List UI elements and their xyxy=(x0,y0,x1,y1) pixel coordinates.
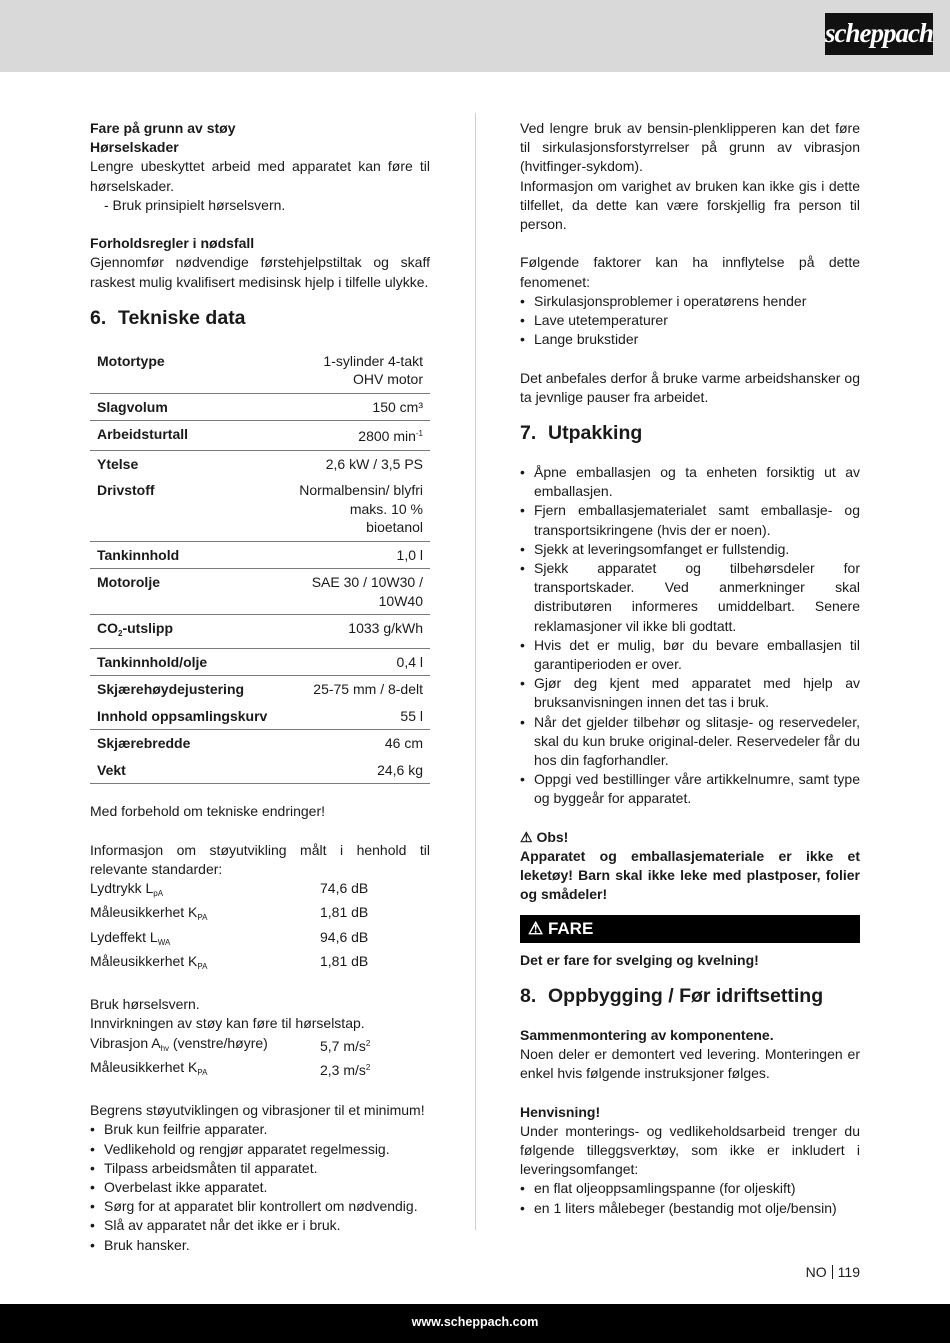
vibration-value-superscript: 2 xyxy=(365,1062,371,1072)
spec-key-text: Skjærebredde xyxy=(97,735,191,752)
section-title: Utpakking xyxy=(548,422,643,445)
spec-value xyxy=(286,615,430,649)
spec-key xyxy=(90,676,286,703)
noise-label-text: Måleusikkerhet K xyxy=(90,952,198,969)
vibration-value-superscript: 2 xyxy=(365,1038,371,1048)
vibration-values xyxy=(90,1034,430,1082)
tool-list-item: • en flat oljeoppsamlingspanne (for oljeskift) xyxy=(520,1179,860,1198)
spec-value-text: 2800 min xyxy=(358,428,416,445)
limit-list xyxy=(90,1120,430,1254)
website-link[interactable]: www.scheppach.com xyxy=(411,1315,539,1329)
spec-value xyxy=(286,569,430,615)
column-divider xyxy=(475,113,476,1230)
spec-key xyxy=(90,703,286,730)
section-8-heading xyxy=(520,984,860,1008)
section-7-heading xyxy=(520,421,860,445)
spec-value xyxy=(286,348,430,394)
vibration-label-subscript: PA xyxy=(197,1067,208,1077)
unpack-list-item: • Oppgi ved bestillinger våre artikkelnumre, samt type og byggeår for apparatet. xyxy=(520,770,860,808)
spec-row xyxy=(90,676,430,703)
factor-list-item: • Sirkulasjonsproblemer i operatørens hender xyxy=(520,292,860,311)
tool-list xyxy=(520,1179,860,1217)
noise-value-label xyxy=(90,903,320,927)
spec-value-text: 150 cm³ xyxy=(372,398,423,415)
section-title: Tekniske data xyxy=(118,306,246,329)
spec-value-text: 25-75 mm / 8-delt xyxy=(313,681,423,698)
noise-values xyxy=(90,879,430,976)
spec-row xyxy=(90,569,430,615)
noise-value-label xyxy=(90,928,320,952)
emergency-title: Forholdsregler i nødsfall xyxy=(90,235,255,252)
noise-label-subscript: WA xyxy=(157,937,171,947)
spec-table xyxy=(90,348,430,785)
spec-value xyxy=(286,703,430,730)
spec-key-suffix: -utslipp xyxy=(122,620,173,637)
spec-key-text: Innhold oppsamlingskurv xyxy=(97,707,268,724)
page-separator xyxy=(832,1265,833,1279)
noise-value-label xyxy=(90,952,320,976)
note-text: Under monterings- og vedlikeholdsarbeid trenger du følgende tilleggsverktøy, som ikke er inkludert i leveringsomfanget: xyxy=(520,1122,860,1178)
noise-value-row xyxy=(90,952,430,976)
vibration-value-text: 2,3 m/s xyxy=(320,1061,366,1078)
spec-value xyxy=(286,541,430,569)
spec-key xyxy=(90,730,286,757)
spec-key-text: Vekt xyxy=(97,761,126,778)
unpack-list-item: • Sjekk at leveringsomfanget er fullstendig. xyxy=(520,540,860,559)
unpack-list-item: • Fjern emballasjematerialet samt emballasje- og transportsikringene (hvis der er noen). xyxy=(520,501,860,539)
vibration-value-label xyxy=(90,1058,320,1082)
limit-text: Begrens støyutviklingen og vibrasjoner til et minimum! xyxy=(90,1102,425,1119)
spec-value xyxy=(286,421,430,451)
spec-key-subscript: 2 xyxy=(118,629,123,639)
spec-row xyxy=(90,450,430,477)
spec-key xyxy=(90,393,286,421)
noise-label-subscript: pA xyxy=(153,889,164,899)
spec-key xyxy=(90,477,286,541)
vibration-paragraph-2: Informasjon om varighet av bruken kan ikke gis i dette tilfellet, da dette kan være forskjellig fra person til person. xyxy=(520,177,860,233)
noise-value: 1,81 dB xyxy=(320,904,369,921)
limit-list-item: • Bruk hansker. xyxy=(90,1236,430,1255)
noise-value-label xyxy=(90,879,320,903)
obs-text: Apparatet og emballasjemateriale er ikke et leketøy! Barn skal ikke leke med plastposer, folier og smådeler! xyxy=(520,848,860,903)
spec-value-text: SAE 30 / 10W30 / 10W40 xyxy=(311,574,423,609)
spec-value-text: 1033 g/kWh xyxy=(348,620,423,637)
spec-row xyxy=(90,393,430,421)
spec-value xyxy=(286,648,430,676)
noise-item: - Bruk prinsipielt hørselsvern. xyxy=(104,196,286,213)
noise-label-text: Lydeffekt L xyxy=(90,928,158,945)
spec-key xyxy=(90,648,286,676)
page-number-value: 119 xyxy=(837,1264,860,1280)
spec-row xyxy=(90,348,430,394)
unpack-list-item: • Når det gjelder tilbehør og slitasje- og reservedeler, skal du kun bruke original-deler. Reservedeler får du hos din fagforhandler. xyxy=(520,713,860,771)
factors-text: Følgende faktorer kan ha innflytelse på dette fenomenet: xyxy=(520,254,860,290)
noise-value-row xyxy=(90,903,430,927)
unpack-list-item: • Gjør deg kjent med apparatet med hjelp av bruksanvisningen innen det tas i bruk. xyxy=(520,674,860,712)
spec-value-text: 0,4 l xyxy=(396,653,423,670)
limit-list-item: • Vedlikehold og rengjør apparatet regelmessig. xyxy=(90,1140,430,1159)
spec-row xyxy=(90,648,430,676)
page-number xyxy=(790,1264,860,1280)
spec-row xyxy=(90,541,430,569)
spec-key xyxy=(90,615,286,649)
factor-list-item: • Lange brukstider xyxy=(520,330,860,349)
spec-value xyxy=(286,730,430,757)
spec-key xyxy=(90,569,286,615)
vibration-label-suffix: (venstre/høyre) xyxy=(169,1034,268,1051)
spec-value-text: 2,6 kW / 3,5 PS xyxy=(325,455,423,472)
section-number: 8. xyxy=(520,984,537,1007)
vibration-label-text: Vibrasjon A xyxy=(90,1034,161,1051)
unpack-list-item: • Åpne emballasjen og ta enheten forsiktig ut av emballasjen. xyxy=(520,463,860,501)
note-title: Henvisning! xyxy=(520,1103,601,1120)
section-number: 7. xyxy=(520,422,537,445)
spec-row xyxy=(90,615,430,649)
section-6-heading xyxy=(90,306,430,330)
spec-key-text: Ytelse xyxy=(97,455,139,472)
factor-list-item: • Lave utetemperaturer xyxy=(520,311,860,330)
spec-value xyxy=(286,676,430,703)
spec-value-text: Normalbensin/ blyfri maks. 10 % bioetanol xyxy=(299,482,423,536)
limit-list-item: • Tilpass arbeidsmåten til apparatet. xyxy=(90,1159,430,1178)
spec-value-text: 55 l xyxy=(400,707,423,724)
vibration-label-subscript: hv xyxy=(160,1043,170,1053)
noise-label-subscript: PA xyxy=(197,961,208,971)
noise-label-text: Lydtrykk L xyxy=(90,880,154,897)
spec-key xyxy=(90,541,286,569)
unpack-list-item: • Hvis det er mulig, bør du bevare emballasjen til garantiperioden er over. xyxy=(520,636,860,674)
spec-key-text: Drivstoff xyxy=(97,482,155,499)
noise-text: Lengre ubeskyttet arbeid med apparatet kan føre til hørselskader. xyxy=(90,158,430,194)
vibration-value-label xyxy=(90,1034,320,1058)
noise-value: 1,81 dB xyxy=(320,952,369,969)
factor-list xyxy=(520,292,860,350)
spec-value xyxy=(286,450,430,477)
assembly-text: Noen deler er demontert ved levering. Monteringen er enkel hvis følgende instruksjoner følges. xyxy=(520,1046,860,1082)
spec-value xyxy=(286,393,430,421)
noise-label-text: Måleusikkerhet K xyxy=(90,904,198,921)
vibration-label-text: Måleusikkerhet K xyxy=(90,1058,198,1075)
recommendation: Det anbefales derfor å bruke varme arbeidshansker og ta jevnlige pauser fra arbeidet. xyxy=(520,369,860,405)
vibration-value-row xyxy=(90,1058,430,1082)
spec-value-text: 1-sylinder 4-takt OHV motor xyxy=(323,352,423,388)
assembly-title: Sammenmontering av komponentene. xyxy=(520,1026,774,1043)
right-column xyxy=(520,119,860,1218)
obs-title: ⚠ Obs! xyxy=(520,828,569,845)
noise-value-row xyxy=(90,879,430,903)
emergency-text: Gjennomfør nødvendige førstehjelpstiltak og skaff raskest mulig kvalifisert medisinsk hjelp i tilfelle ulykke. xyxy=(90,254,430,290)
spec-row xyxy=(90,757,430,784)
spec-key-text: Tankinnhold/olje xyxy=(97,653,208,670)
spec-key-text: Skjærehøydejustering xyxy=(97,681,245,698)
unpack-list-item: • Sjekk apparatet og tilbehørsdeler for transportskader. Ved anmerkninger skal distributøren informeres umiddelbart. Senere reklamasjoner vil ikke bli godtatt. xyxy=(520,559,860,636)
noise-value: 74,6 dB xyxy=(320,880,369,897)
section-title: Oppbygging / Før idriftsetting xyxy=(548,984,824,1007)
spec-key xyxy=(90,757,286,784)
limit-list-item: • Sørg for at apparatet blir kontrollert om nødvendig. xyxy=(90,1197,430,1216)
reservation-note: Med forbehold om tekniske endringer! xyxy=(90,803,326,820)
vibration-value xyxy=(320,1034,370,1058)
spec-value xyxy=(286,477,430,541)
noise-value-row xyxy=(90,928,430,952)
noise-label-subscript: PA xyxy=(197,913,208,923)
spec-key-text: CO xyxy=(97,620,118,637)
spec-key xyxy=(90,348,286,394)
hearing-loss: Innvirkningen av støy kan føre til hørselstap. xyxy=(90,1015,365,1032)
vibration-paragraph-1: Ved lengre bruk av bensin-plenklipperen kan det føre til sirkulasjonsforstyrrelser på grunn av vibrasjon (hvitfinger-sykdom). xyxy=(520,120,860,175)
spec-key-text: Arbeidsturtall xyxy=(97,426,189,443)
danger-text: Det er fare for svelging og kvelning! xyxy=(520,951,759,968)
spec-row xyxy=(90,730,430,757)
spec-value-text: 1,0 l xyxy=(396,546,423,563)
page-language: NO xyxy=(805,1264,827,1280)
footer-bar xyxy=(0,1304,950,1343)
unpack-list xyxy=(520,463,860,809)
tool-list-item: • en 1 liters målebeger (bestandig mot olje/bensin) xyxy=(520,1199,860,1218)
spec-key-text: Motortype xyxy=(97,352,165,369)
spec-value xyxy=(286,757,430,784)
spec-key-text: Tankinnhold xyxy=(97,546,180,563)
vibration-value xyxy=(320,1058,370,1082)
brand-logo: scheppach xyxy=(825,13,933,55)
limit-list-item: • Bruk kun feilfrie apparater. xyxy=(90,1120,430,1139)
noise-title: Fare på grunn av støy xyxy=(90,120,236,136)
noise-subtitle: Hørselskader xyxy=(90,139,179,156)
spec-key xyxy=(90,450,286,477)
section-number: 6. xyxy=(90,306,107,329)
spec-row xyxy=(90,703,430,730)
limit-list-item: • Overbelast ikke apparatet. xyxy=(90,1178,430,1197)
spec-row xyxy=(90,421,430,451)
spec-row xyxy=(90,477,430,541)
spec-value-text: 24,6 kg xyxy=(377,761,423,778)
left-column xyxy=(90,119,430,1255)
spec-value-superscript: -1 xyxy=(415,429,423,439)
spec-key-text: Slagvolum xyxy=(97,398,168,415)
hearing-protection: Bruk hørselsvern. xyxy=(90,996,200,1013)
spec-value-text: 46 cm xyxy=(384,735,423,752)
spec-key xyxy=(90,421,286,451)
noise-value: 94,6 dB xyxy=(320,928,369,945)
header-bar xyxy=(0,0,950,72)
vibration-value-text: 5,7 m/s xyxy=(320,1037,366,1054)
vibration-value-row xyxy=(90,1034,430,1058)
spec-key-text: Motorolje xyxy=(97,574,160,591)
noise-info: Informasjon om støyutvikling målt i henhold til relevante standarder: xyxy=(90,841,430,877)
limit-list-item: • Slå av apparatet når det ikke er i bruk. xyxy=(90,1216,430,1235)
danger-banner: ⚠ FARE xyxy=(520,915,860,943)
